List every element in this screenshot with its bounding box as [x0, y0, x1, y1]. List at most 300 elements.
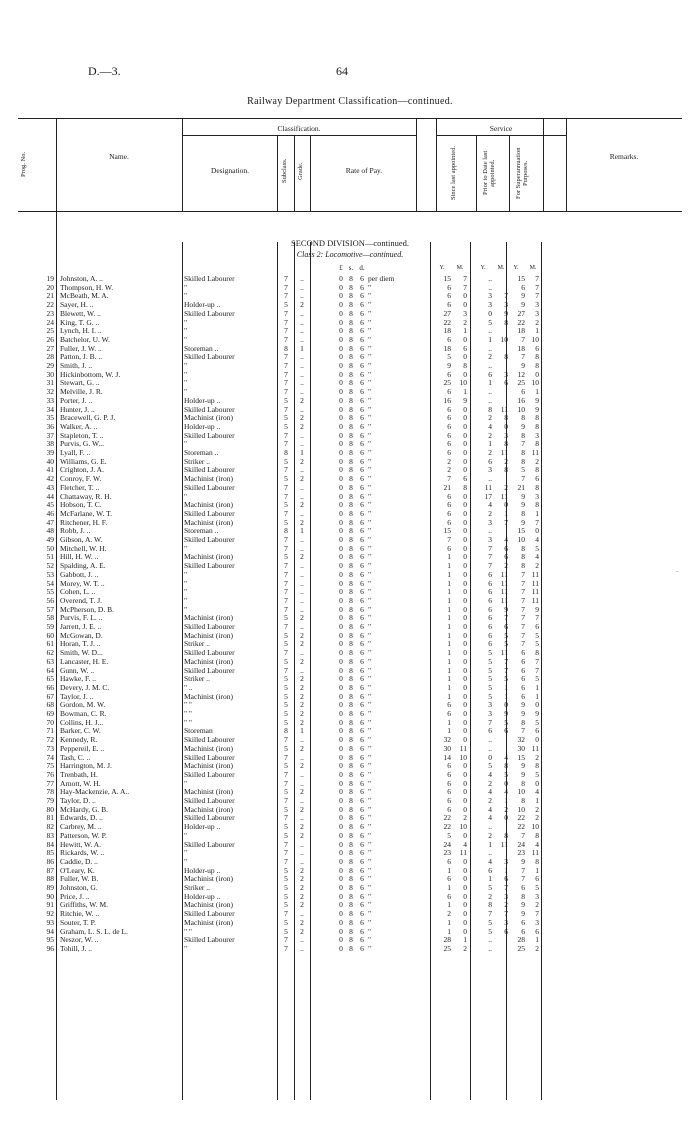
prior-months: 6 — [504, 622, 508, 631]
super-months: 7 — [535, 909, 539, 919]
designation: " — [184, 282, 188, 292]
table-row — [0, 552, 700, 561]
grade: .. — [300, 578, 304, 588]
pay-pence: 6 — [360, 656, 364, 666]
prog-no: 81 — [46, 813, 54, 823]
designation: Skilled Labourer — [184, 769, 235, 779]
subclass: 7 — [284, 282, 288, 292]
pay-pounds: 0 — [339, 395, 343, 405]
super-years: 9 — [521, 909, 525, 919]
grade: 2 — [300, 682, 304, 692]
table-row — [0, 526, 700, 535]
table-row — [0, 457, 700, 466]
subclass: 5 — [284, 743, 288, 753]
pay-shillings: 8 — [349, 578, 353, 588]
prior-years: 2 — [488, 830, 492, 840]
super-years: 32 — [517, 735, 525, 745]
since-last-months: 0 — [463, 587, 467, 597]
grade: .. — [300, 796, 304, 805]
table-row — [0, 753, 700, 762]
pay-pounds: 0 — [339, 552, 343, 562]
staff-name: Hawke, F. .. — [60, 674, 97, 684]
pay-shillings: 8 — [349, 561, 353, 571]
table-row — [0, 492, 700, 501]
table-row — [0, 509, 700, 518]
since-last-years: 1 — [447, 552, 451, 562]
super-months: 1 — [535, 796, 539, 805]
designation: Storeman — [184, 726, 213, 736]
staff-name: Mitchell, W. H. — [60, 543, 107, 553]
subclass: 7 — [284, 752, 288, 762]
pay-pence: 6 — [360, 395, 364, 405]
subclass: 7 — [284, 813, 288, 823]
since-last-years: 1 — [447, 691, 451, 701]
prior-months: 7 — [504, 665, 508, 675]
prior-months: 2 — [504, 900, 508, 910]
super-years: 8 — [521, 717, 525, 727]
pay-shillings: 8 — [349, 822, 353, 832]
pay-pounds: 0 — [339, 508, 343, 518]
prior-years: 6 — [488, 622, 492, 631]
since-last-months: 0 — [463, 804, 467, 814]
table-row — [0, 883, 700, 892]
since-last-years: 1 — [447, 883, 451, 892]
super-years: 25 — [517, 378, 525, 388]
pay-pounds: 0 — [339, 613, 343, 623]
pay-pounds: 0 — [339, 856, 343, 866]
super-months: 6 — [535, 622, 539, 631]
pay-pounds: 0 — [339, 326, 343, 336]
designation: Striker .. — [184, 674, 211, 684]
grade: .. — [300, 813, 304, 823]
super-months: 1 — [535, 682, 539, 692]
subclass: 7 — [284, 569, 288, 579]
prior-years: .. — [488, 743, 492, 753]
table-row — [0, 657, 700, 666]
subclass: 7 — [284, 587, 288, 597]
since-last-months: 0 — [463, 604, 467, 614]
grade: .. — [300, 604, 304, 614]
staff-name: Bowman, C. R. — [60, 709, 107, 718]
super-months: 1 — [535, 387, 539, 397]
pay-period: " — [368, 352, 372, 362]
designation: " — [184, 361, 188, 370]
since-last-months: 0 — [463, 456, 467, 466]
pay-pence: 6 — [360, 291, 364, 301]
pay-period: " — [368, 656, 372, 666]
grade: 2 — [300, 900, 304, 910]
subclass: 5 — [284, 917, 288, 927]
pay-pence: 6 — [360, 404, 364, 414]
pay-period: " — [368, 813, 372, 823]
pay-period: " — [368, 508, 372, 518]
table-row — [0, 944, 700, 953]
designation: Skilled Labourer — [184, 561, 235, 571]
super-months: 5 — [535, 543, 539, 553]
super-months: 10 — [531, 334, 539, 344]
prior-years: 3 — [488, 517, 492, 527]
super-years: 24 — [517, 839, 525, 849]
header-bottom-rule — [18, 211, 682, 212]
division-title: SECOND DIVISION—continued. — [290, 238, 410, 248]
prior-years: .. — [488, 848, 492, 858]
super-years: 6 — [521, 282, 525, 292]
prior-years: 17 — [484, 491, 492, 501]
pay-pence: 6 — [360, 456, 364, 466]
prior-years: 1 — [488, 378, 492, 388]
since-last-months: 0 — [463, 865, 467, 875]
pay-period: " — [368, 569, 372, 579]
grade: .. — [300, 274, 304, 283]
since-last-years: 6 — [447, 761, 451, 771]
pay-pence: 6 — [360, 343, 364, 353]
pay-period: " — [368, 717, 372, 727]
prog-no: 46 — [46, 508, 54, 518]
table-row — [0, 361, 700, 370]
table-row — [0, 422, 700, 431]
prior-years: 6 — [488, 369, 492, 379]
pay-pounds: 0 — [339, 274, 343, 283]
pay-pounds: 0 — [339, 865, 343, 875]
super-months: 11 — [531, 569, 539, 579]
staff-name: Bracewell, G. P. J. — [60, 413, 116, 423]
super-months: 2 — [535, 561, 539, 571]
prog-no-header: Prog. No. — [20, 151, 27, 177]
pay-pence: 6 — [360, 448, 364, 457]
pay-pence: 6 — [360, 752, 364, 762]
super-years: 6 — [521, 387, 525, 397]
prior-months: 1 — [504, 796, 508, 805]
table-row — [0, 448, 700, 457]
pay-shillings: 8 — [349, 891, 353, 901]
prior-years: 5 — [488, 761, 492, 771]
subclass: 5 — [284, 804, 288, 814]
prior-years: 5 — [488, 682, 492, 692]
since-last-years: 27 — [443, 308, 451, 318]
designation: Skilled Labourer — [184, 622, 235, 631]
pay-shillings: 8 — [349, 413, 353, 423]
subclass: 8 — [284, 448, 288, 457]
super-years: 8 — [521, 430, 525, 440]
pay-pounds: 0 — [339, 291, 343, 301]
prior-years: 4 — [488, 500, 492, 510]
prog-no: 60 — [46, 630, 54, 640]
pay-shillings: 8 — [349, 526, 353, 536]
pay-pounds: 0 — [339, 726, 343, 736]
subclass: 5 — [284, 787, 288, 797]
pay-shillings: 8 — [349, 604, 353, 614]
pay-period: " — [368, 735, 372, 745]
grade: 2 — [300, 761, 304, 771]
grade: 2 — [300, 552, 304, 562]
designation: Skilled Labourer — [184, 508, 235, 518]
pay-pence: 6 — [360, 491, 364, 501]
grade: .. — [300, 317, 304, 327]
since-last-months: 2 — [463, 317, 467, 327]
super-months: 7 — [535, 274, 539, 283]
grade: .. — [300, 308, 304, 318]
grade: 2 — [300, 630, 304, 640]
super-years: 9 — [521, 500, 525, 510]
grade: .. — [300, 387, 304, 397]
prior-months: 9 — [504, 604, 508, 614]
pay-period: " — [368, 648, 372, 658]
since-last-years: 6 — [447, 787, 451, 797]
pay-pounds: 0 — [339, 743, 343, 753]
table-row — [0, 666, 700, 675]
super-years: 10 — [517, 404, 525, 414]
since-last-months: 0 — [463, 369, 467, 379]
prog-no: 75 — [46, 761, 54, 771]
designation: " — [184, 543, 188, 553]
grade: 2 — [300, 517, 304, 527]
super-months: 7 — [535, 291, 539, 301]
prog-no: 48 — [46, 526, 54, 536]
pay-period: per diem — [368, 274, 395, 283]
col-rule-11 — [566, 118, 567, 211]
subclass: 7 — [284, 622, 288, 631]
since-last-months: 0 — [463, 334, 467, 344]
super-months: 10 — [531, 378, 539, 388]
staff-name: Johnston, G. — [60, 883, 98, 892]
super-years: 9 — [521, 769, 525, 779]
pay-pounds: 0 — [339, 796, 343, 805]
super-years: 15 — [517, 752, 525, 762]
super-months: 5 — [535, 630, 539, 640]
super-months: 7 — [535, 282, 539, 292]
pay-shillings: 8 — [349, 300, 353, 310]
pay-shillings: 8 — [349, 291, 353, 301]
staff-name: Hunter, J. .. — [60, 404, 95, 414]
pay-period: " — [368, 543, 372, 553]
staff-name: Stapleton, T. .. — [60, 430, 104, 440]
staff-name: Lyall, F. .. — [60, 448, 91, 457]
pay-pence: 6 — [360, 874, 364, 884]
since-last-years: 1 — [447, 613, 451, 623]
pay-pence: 6 — [360, 413, 364, 423]
staff-name: Horan, T. J. .. — [60, 639, 101, 649]
super-years: 9 — [521, 291, 525, 301]
staff-name: Taylor, J. .. — [60, 691, 94, 701]
unit-m1: M. — [456, 265, 464, 271]
service-header: Service — [489, 124, 513, 133]
prior-months: 6 — [504, 543, 508, 553]
pay-pounds: 0 — [339, 900, 343, 910]
super-years: 9 — [521, 709, 525, 718]
table-row — [0, 918, 700, 927]
grade: .. — [300, 361, 304, 370]
prior-years: .. — [488, 526, 492, 536]
since-last-years: 6 — [447, 709, 451, 718]
super-months: 3 — [535, 917, 539, 927]
since-last-years: 1 — [447, 648, 451, 658]
staff-name: King, T. G. .. — [60, 317, 100, 327]
staff-name: Gabbott, J. .. — [60, 569, 99, 579]
subclass: 5 — [284, 674, 288, 684]
prior-years: 5 — [488, 917, 492, 927]
super-months: 6 — [535, 343, 539, 353]
prior-months: 8 — [504, 317, 508, 327]
table-row — [0, 796, 700, 805]
subclass: 7 — [284, 361, 288, 370]
pay-shillings: 8 — [349, 761, 353, 771]
super-years: 6 — [521, 926, 525, 936]
prog-no: 45 — [46, 500, 54, 510]
pay-pence: 6 — [360, 317, 364, 327]
pay-pence: 6 — [360, 430, 364, 440]
since-last-years: 30 — [443, 743, 451, 753]
designation: Skilled Labourer — [184, 665, 235, 675]
prior-years: 7 — [488, 717, 492, 727]
pay-pounds: 0 — [339, 656, 343, 666]
staff-name: Jarrett, J. E. .. — [60, 622, 102, 631]
pay-pence: 6 — [360, 526, 364, 536]
prior-years: 11 — [484, 482, 492, 492]
grade: .. — [300, 622, 304, 631]
prior-years: 5 — [488, 674, 492, 684]
prog-no: 32 — [46, 387, 54, 397]
subclass: 7 — [284, 378, 288, 388]
staff-name: Neszor, W. .. — [60, 935, 99, 945]
prog-no: 55 — [46, 587, 54, 597]
super-years: 8 — [521, 561, 525, 571]
prior-years: 8 — [488, 404, 492, 414]
unit-y2: Y. — [480, 265, 486, 271]
pay-shillings: 8 — [349, 909, 353, 919]
since-last-years: 23 — [443, 848, 451, 858]
since-last-years: 25 — [443, 378, 451, 388]
subclass: 7 — [284, 543, 288, 553]
subclass: 7 — [284, 769, 288, 779]
staff-name: Hill, H. W. .. — [60, 552, 99, 562]
super-months: 0 — [535, 526, 539, 536]
subclass: 5 — [284, 474, 288, 484]
super-years: 8 — [521, 448, 525, 457]
since-last-months: 0 — [463, 761, 467, 771]
pay-pence: 6 — [360, 578, 364, 588]
since-last-years: 6 — [447, 404, 451, 414]
super-months: 0 — [535, 778, 539, 788]
pay-pence: 6 — [360, 700, 364, 710]
since-last-years: 6 — [447, 300, 451, 310]
prior-years: .. — [488, 274, 492, 283]
pay-pence: 6 — [360, 909, 364, 919]
pay-period: " — [368, 395, 372, 405]
since-last-years: 6 — [447, 282, 451, 292]
pay-pence: 6 — [360, 274, 364, 283]
since-last-months: 0 — [463, 674, 467, 684]
prog-no: 76 — [46, 769, 54, 779]
since-last-months: 6 — [463, 474, 467, 484]
pay-period: " — [368, 491, 372, 501]
prior-months: 2 — [504, 561, 508, 571]
staff-name: Morey, W. T. .. — [60, 578, 105, 588]
prog-no: 23 — [46, 308, 54, 318]
staff-name: Conroy, F. W. — [60, 474, 102, 484]
super-months: 11 — [531, 578, 539, 588]
designation: Machinist (iron) — [184, 787, 233, 797]
designation: Machinist (iron) — [184, 656, 233, 666]
pay-shillings: 8 — [349, 543, 353, 553]
pay-period: " — [368, 317, 372, 327]
prior-months: 4 — [504, 752, 508, 762]
grade: 2 — [300, 421, 304, 431]
pay-shillings: 8 — [349, 387, 353, 397]
pay-pence: 6 — [360, 848, 364, 858]
pay-shillings: 8 — [349, 804, 353, 814]
prior-years: 4 — [488, 804, 492, 814]
designation: " — [184, 387, 188, 397]
since-last-years: 6 — [447, 448, 451, 457]
table-row — [0, 770, 700, 779]
super-months: 2 — [535, 317, 539, 327]
pay-shillings: 8 — [349, 395, 353, 405]
since-last-years: 21 — [443, 482, 451, 492]
prog-no: 87 — [46, 865, 54, 875]
super-months: 3 — [535, 430, 539, 440]
prog-no: 86 — [46, 856, 54, 866]
since-last-months: 0 — [463, 639, 467, 649]
pay-period: " — [368, 935, 372, 945]
grade: .. — [300, 943, 304, 953]
super-months: 0 — [535, 700, 539, 710]
super-years: 7 — [521, 587, 525, 597]
prog-no: 74 — [46, 752, 54, 762]
since-last-years: 28 — [443, 935, 451, 945]
subclass: 7 — [284, 796, 288, 805]
super-years: 9 — [521, 517, 525, 527]
table-row — [0, 709, 700, 718]
super-years: 9 — [521, 700, 525, 710]
staff-name: Purvis, G. W... — [60, 439, 104, 449]
grade: .. — [300, 595, 304, 605]
super-years: 6 — [521, 674, 525, 684]
super-years: 22 — [517, 317, 525, 327]
subclass: 7 — [284, 578, 288, 588]
pay-pounds: 0 — [339, 883, 343, 892]
pay-pence: 6 — [360, 778, 364, 788]
staff-name: Blewett, W. .. — [60, 308, 101, 318]
pay-shillings: 8 — [349, 769, 353, 779]
prior-months: 5 — [504, 674, 508, 684]
grade: .. — [300, 735, 304, 745]
staff-name: Purvis, F. L. .. — [60, 613, 103, 623]
pay-pounds: 0 — [339, 665, 343, 675]
grade: .. — [300, 282, 304, 292]
subclass: 7 — [284, 648, 288, 658]
staff-name: Hickinbottom, W. J. — [60, 369, 121, 379]
table-row — [0, 718, 700, 727]
grade: 2 — [300, 709, 304, 718]
pay-period: " — [368, 587, 372, 597]
prior-years: 3 — [488, 709, 492, 718]
pay-period: " — [368, 743, 372, 753]
since-last-years: 18 — [443, 326, 451, 336]
prior-months: 1 — [504, 508, 508, 518]
pay-pence: 6 — [360, 308, 364, 318]
prog-no: 54 — [46, 578, 54, 588]
pay-pounds: 0 — [339, 639, 343, 649]
since-last-years: 15 — [443, 526, 451, 536]
subclass: 5 — [284, 300, 288, 310]
since-last-years: 6 — [447, 778, 451, 788]
staff-name: Gibson, A. W. — [60, 535, 103, 544]
pay-pounds: 0 — [339, 926, 343, 936]
pay-pounds: 0 — [339, 535, 343, 544]
pay-pounds: 0 — [339, 308, 343, 318]
prog-no: 42 — [46, 474, 54, 484]
since-last-months: 1 — [463, 387, 467, 397]
